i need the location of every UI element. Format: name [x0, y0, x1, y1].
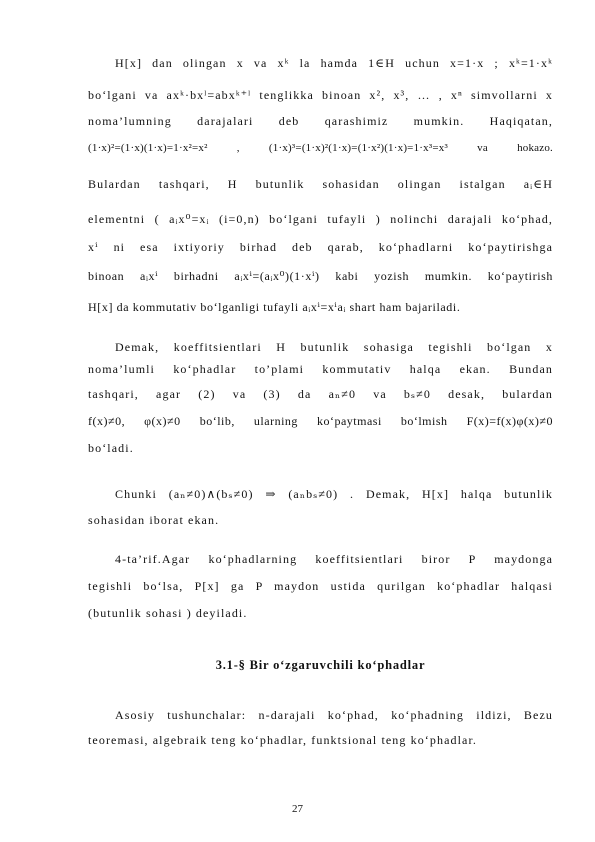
- p1-line-7: xⁱ ni esa ixtiyoriy birhad deb qarab, ko‘phadlarni ko‘paytirishga: [88, 240, 553, 254]
- p2-line-3: tashqari, agar (2) va (3) da aₙ≠0 va bₛ≠0 desak, bulardan: [88, 387, 553, 401]
- p1-line-6: elementni ( aᵢx⁰=xᵢ (i=0,n) bo‘lgani tufayli ) nolinchi darajali ko‘phad,: [88, 212, 553, 226]
- p5-line-1: Asosiy tushunchalar: n-darajali ko‘phad, ko‘phadning ildizi, Bezu: [115, 708, 553, 722]
- p1-line-3: noma’lumning darajalari deb qarashimiz mumkin. Haqiqatan,: [88, 114, 553, 128]
- p1-line-8: binoan aᵢxⁱ birhadni aᵢxⁱ=(aᵢx⁰)(1·xⁱ) kabi yozish mumkin. ko‘paytirish: [88, 269, 553, 283]
- p2-line-2: noma’lumli ko‘phadlar to’plami kommutativ halqa ekan. Bundan: [88, 362, 553, 376]
- p2-line-5: bo‘ladi.: [88, 441, 134, 455]
- p4-line-2: tegishli bo‘lsa, P[x] ga P maydon ustida qurilgan ko‘phadlar halqasi: [88, 579, 553, 593]
- p2-line-4: f(x)≠0, φ(x)≠0 bo‘lib, ularning ko‘paytmasi bo‘lmish F(x)=f(x)φ(x)≠0: [88, 414, 553, 428]
- p1-line-5: Bulardan tashqari, H butunlik sohasidan olingan istalgan aᵢ∈H: [88, 177, 553, 191]
- p4-line-3: (butunlik sohasi ) deyiladi.: [88, 606, 248, 620]
- section-heading: 3.1-§ Bir o‘zgaruvchili ko‘phadlar: [215, 658, 426, 672]
- page-number: 27: [292, 803, 303, 815]
- p2-line-1: Demak, koeffitsientlari H butunlik sohasiga tegishli bo‘lgan x: [115, 340, 553, 354]
- p3-line-1: Chunki (aₙ≠0)∧(bₛ≠0) ⇒ (aₙbₛ≠0) . Demak, H[x] halqa butunlik: [115, 487, 553, 501]
- p5-line-2: teoremasi, algebraik teng ko‘phadlar, funktsional teng ko‘phadlar.: [88, 733, 478, 747]
- p1-line-1: H[x] dan olingan x va xᵏ la hamda 1∈H uchun x=1·x ; xᵏ=1·xᵏ: [115, 56, 553, 70]
- p4-line-1: 4-ta’rif.Agar ko‘phadlarning koeffitsientlari biror P maydonga: [115, 552, 553, 566]
- p1-line-4: (1·x)²=(1·x)(1·x)=1·x²=x² , (1·x)³=(1·x)²(1·x)=(1·x²)(1·x)=1·x³=x³ va hokazo.: [88, 142, 553, 154]
- p1-line-9: H[x] da kommutativ bo‘lganligi tufayli aᵢxⁱ=xⁱaᵢ shart ham bajariladi.: [88, 300, 461, 314]
- p1-line-2: bo‘lgani va axᵏ·bxˡ=abxᵏ⁺ˡ tenglikka binoan x², x³, … , xⁿ simvollarni x: [88, 88, 553, 102]
- p3-line-2: sohasidan iborat ekan.: [88, 513, 220, 527]
